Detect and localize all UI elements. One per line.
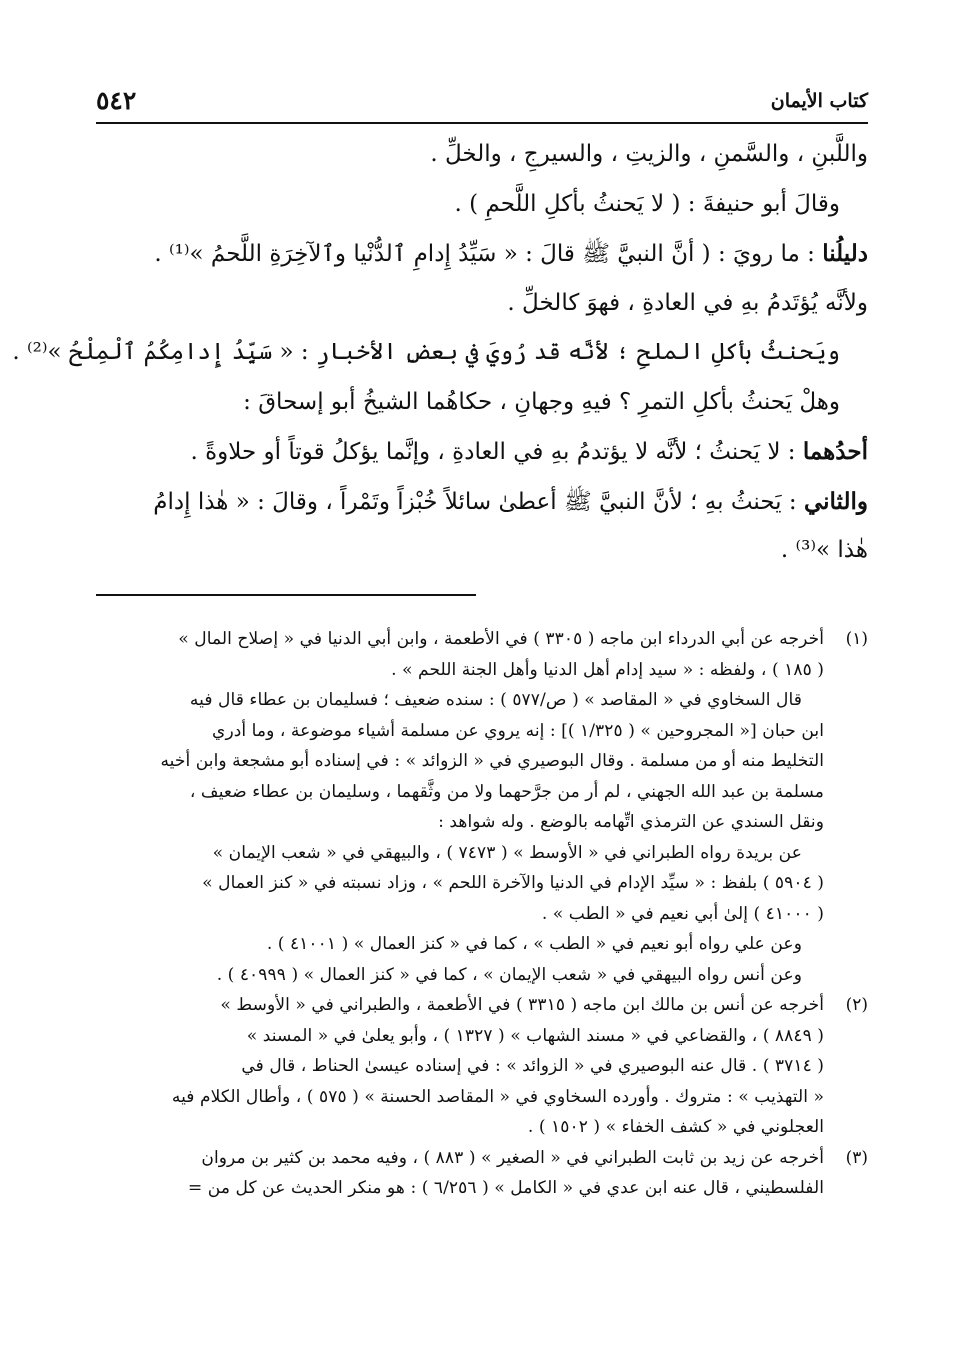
lead-term: والثاني: [803, 487, 868, 515]
footnote-line: الفلسطيني ، قال عنه ابن عدي في « الكامل » ( ٦/٢٥٦ ) : هو منكر الحديث عن كل من =: [187, 1178, 824, 1198]
line-text: هٰذا »⁽³⁾ .: [780, 537, 868, 563]
footnote-line: أخرجه عن أنس بن مالك ابن ماجه ( ٣٣١٥ ) في الأطعمة ، والطبراني في « الأوسط »: [220, 995, 824, 1015]
text-line: [96, 130, 868, 180]
text-line: [96, 526, 868, 576]
footnote-number: (١): [845, 629, 868, 649]
footnote-line: ابن حبان [« المجروحين » ( ١/٣٢٥ )] : إنه يروي عن مسلمة أشياء موضوعة ، وما أدري: [212, 720, 824, 741]
footnote-line: ( ١٨٥ ) ، ولفظه : « سيد إدام أهل الدنيا وأهل الجنة اللحم » .: [391, 659, 824, 680]
line-text: وقالَ أبو حنيفةَ : ( لا يَحنثُ بأكلِ اللَّحمِ ) .: [454, 190, 840, 217]
footnote-line: ( ٥٩٠٤ ) بلفظ : « سيِّد الإدام في الدنيا والآخرة اللحم » ، وزاد نسبته في « كنز العمال »: [202, 873, 824, 893]
footnote-line: أخرجه عن زيد بن ثابت الطبراني في « الصغير » ( ٨٨٣ ) ، وفيه محمد بن كثير بن مروان: [201, 1147, 824, 1168]
footnote-line: أخرجه عن أبي الدرداء ابن ماجه ( ٣٣٠٥ ) في الأطعمة ، وابن أبي الدنيا في « إصلاح المال »: [178, 629, 824, 649]
footnote-separator: [96, 594, 476, 596]
footnote-line: ( ٣٧١٤ ) . قال عنه البوصيري في « الزوائد » : في إسناده عيسىٰ الحناط ، قال في: [241, 1056, 824, 1076]
text-line: [96, 229, 868, 279]
footnote-line: العجلوني في « كشف الخفاء » ( ١٥٠٢ ) .: [527, 1117, 824, 1137]
footnote-line: وعن علي رواه أبو نعيم في « الطب » ، كما في « كنز العمال » ( ٤١٠٠١ ) .: [266, 934, 802, 954]
line-text: ويَحنثُ بأكلِ الملحِ ؛ لأنَّه قد رُويَ في بعضِ الأخبارِ : « سَيِّدُ إِدامِكُمُ ٱلْمِلْحُ »⁽²⁾ .: [12, 339, 840, 365]
footnote: [96, 990, 868, 1143]
line-text: : ما رويَ : ( أنَّ النبيَّ ﷺ قالَ : « سَيِّدُ إِدامِ ٱلدُّنْيا وٱلآخِرَةِ اللَّحمُ »⁽¹⁾ .: [154, 241, 823, 267]
footnote-number: (٣): [845, 1147, 868, 1168]
page-number: ٥٤٢: [96, 86, 137, 115]
line-text: : لا يَحنثُ ؛ لأنَّه لا يؤتدمُ بهِ في العادةِ ، وإنَّما يؤكلُ قوتاً أو حلاوةً .: [190, 439, 803, 465]
footnote-number: (٢): [845, 995, 868, 1015]
text-line: [96, 477, 868, 527]
lead-term: دليلُنا: [822, 240, 868, 267]
text-line: [96, 378, 868, 428]
footnote-line: مسلمة بن عبد الله الجهني ، لم أر من جرَّحهما ولا من وثَّقهما ، وسليمان بن عطاء ضعيف ،: [189, 781, 824, 802]
line-text: وهلْ يَحنثُ بأكلِ التمرِ ؟ فيهِ وجهانِ ، حكاهُما الشيخُ أبو إسحاقَ :: [243, 388, 840, 415]
text-line: [96, 427, 868, 477]
text-line: [12, 328, 868, 378]
footnote-line: ( ٤١٠٠٠ ) إلىٰ أبي نعيم في « الطب » .: [541, 903, 824, 924]
footnote: [96, 1143, 868, 1204]
running-title: كتاب الأيمان: [770, 90, 868, 112]
footnote-line: ونقل السندي عن الترمذي اتِّهامه بالوضع . وله شواهد :: [438, 812, 824, 832]
footnote-line: « التهذيب » : متروك . وأورده السخاوي في « المقاصد الحسنة » ( ٥٧٥ ) ، وأطال الكلام فيه: [171, 1086, 824, 1107]
footnote-line: عن بريدة رواه الطبراني في « الأوسط » ( ٧٤٧٣ ) ، والبيهقي في « شعب الإيمان »: [212, 842, 802, 863]
line-text: : يَحنثُ بهِ ؛ لأنَّ النبيَّ ﷺ أعطىٰ سائلاً خُبْزاً وتَمْراً ، وقالَ : « هٰذا إِدامُ: [153, 488, 804, 515]
footnote-line: ( ٨٨٤٩ ) ، والقضاعي في « مسند الشهاب » ( ١٣٢٧ ) ، وأبو يعلىٰ في « المسند »: [246, 1025, 824, 1046]
page-header: [96, 86, 868, 122]
footnote-line: التخليط منه أو من مسلمة . وقال البوصيري في « الزوائد » : في إسناده أبو مشجعة وابن أخيه: [160, 751, 824, 771]
header-rule: [96, 122, 868, 124]
footnote-line: وعن أنس رواه البيهقي في « شعب الإيمان » ، كما في « كنز العمال » ( ٤٠٩٩٩ ) .: [216, 964, 802, 985]
footnote: [96, 624, 868, 990]
main-text: [12, 130, 868, 576]
footnote-line: قال السخاوي في « المقاصد » ( ص/٥٧٧ ) : سنده ضعيف ؛ فسليمان بن عطاء قال فيه: [189, 690, 802, 710]
text-line: [96, 180, 868, 230]
lead-term: أحدُهما: [802, 438, 868, 465]
line-text: ولأنَّه يُؤتَدمُ بهِ في العادةِ ، فهوَ كالخلِّ .: [507, 289, 868, 316]
line-text: واللَّبنِ ، والسَّمنِ ، والزيتِ ، والسيرجِ ، والخلِّ .: [430, 141, 868, 167]
footnotes: [96, 624, 868, 1204]
text-line: [96, 279, 868, 329]
